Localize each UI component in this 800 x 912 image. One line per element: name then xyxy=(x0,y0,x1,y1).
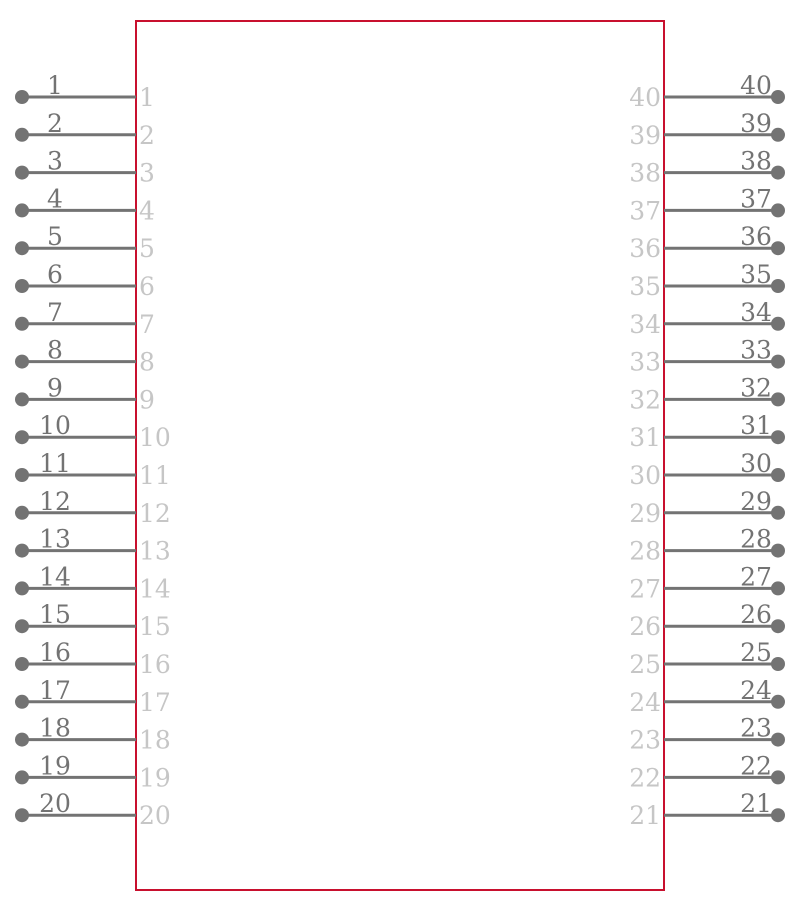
left-pin-12 xyxy=(15,487,171,528)
pin-number-label: 38 xyxy=(740,146,772,176)
pin-number-label: 39 xyxy=(740,108,772,138)
pin-name-label: 36 xyxy=(629,234,661,264)
pin-number-label: 5 xyxy=(47,222,63,252)
pin-number-label: 17 xyxy=(39,675,71,705)
pin-number-label: 20 xyxy=(39,789,71,819)
pin-endpoint-dot xyxy=(771,770,785,784)
pin-endpoint-dot xyxy=(771,657,785,671)
pin-name-label: 26 xyxy=(629,612,661,642)
pin-number-label: 16 xyxy=(39,638,71,667)
pin-name-label: 24 xyxy=(629,687,661,717)
pin-endpoint-dot xyxy=(771,355,785,369)
right-pin-27 xyxy=(629,562,785,603)
pin-endpoint-dot xyxy=(15,90,29,104)
pin-name-label: 34 xyxy=(629,309,661,339)
pin-endpoint-dot xyxy=(771,544,785,558)
pin-endpoint-dot xyxy=(15,279,29,293)
pin-number-label: 23 xyxy=(740,713,772,743)
pin-number-label: 4 xyxy=(47,184,63,214)
pin-name-label: 8 xyxy=(139,347,155,377)
right-pin-35 xyxy=(629,260,785,301)
pin-number-label: 19 xyxy=(39,751,71,781)
pin-endpoint-dot xyxy=(771,733,785,747)
pin-endpoint-dot xyxy=(15,544,29,558)
left-pin-5 xyxy=(15,222,155,263)
pin-name-label: 2 xyxy=(139,120,155,150)
pin-endpoint-dot xyxy=(771,128,785,142)
pin-name-label: 7 xyxy=(139,309,155,339)
pin-endpoint-dot xyxy=(771,506,785,520)
pin-number-label: 11 xyxy=(39,449,71,478)
pin-number-label: 9 xyxy=(47,373,63,403)
pin-number-label: 34 xyxy=(740,297,772,327)
left-pin-20 xyxy=(15,789,171,830)
pin-number-label: 30 xyxy=(740,449,772,478)
right-pin-39 xyxy=(629,109,785,150)
left-pin-10 xyxy=(15,411,171,452)
pin-endpoint-dot xyxy=(771,430,785,444)
right-pin-21 xyxy=(629,789,785,830)
pin-endpoint-dot xyxy=(771,581,785,595)
pin-number-label: 31 xyxy=(740,411,772,441)
pin-number-label: 27 xyxy=(740,562,772,592)
left-pin-13 xyxy=(15,525,171,566)
pin-endpoint-dot xyxy=(771,203,785,217)
pin-name-label: 9 xyxy=(139,385,155,415)
pin-name-label: 11 xyxy=(139,461,171,490)
pin-number-label: 7 xyxy=(47,297,63,327)
pin-endpoint-dot xyxy=(15,128,29,142)
pin-name-label: 15 xyxy=(139,612,171,642)
pin-endpoint-dot xyxy=(15,355,29,369)
pin-name-label: 22 xyxy=(629,763,661,793)
right-pin-37 xyxy=(629,184,785,225)
pin-endpoint-dot xyxy=(15,506,29,520)
pin-endpoint-dot xyxy=(15,166,29,180)
left-pin-17 xyxy=(15,676,171,717)
component-body-outline xyxy=(136,21,664,890)
right-pin-31 xyxy=(629,411,785,452)
pin-number-label: 3 xyxy=(47,146,63,176)
pin-number-label: 29 xyxy=(740,486,772,516)
left-pin-8 xyxy=(15,336,155,377)
pin-number-label: 14 xyxy=(39,562,71,592)
pin-number-label: 33 xyxy=(740,335,772,365)
pin-number-label: 25 xyxy=(740,638,772,667)
pin-name-label: 13 xyxy=(139,536,171,566)
pin-endpoint-dot xyxy=(771,317,785,331)
pin-endpoint-dot xyxy=(771,241,785,255)
pin-name-label: 28 xyxy=(629,536,661,566)
left-pin-19 xyxy=(15,751,171,792)
pin-name-label: 33 xyxy=(629,347,661,377)
pin-name-label: 1 xyxy=(139,83,155,112)
pin-number-label: 35 xyxy=(740,260,772,289)
pin-number-label: 15 xyxy=(39,600,71,630)
pin-number-label: 22 xyxy=(740,751,772,781)
left-pin-2 xyxy=(15,109,155,150)
left-pin-1 xyxy=(15,71,155,112)
right-pin-24 xyxy=(629,676,785,717)
pin-number-label: 8 xyxy=(47,335,63,365)
left-pin-6 xyxy=(15,260,155,301)
pin-number-label: 37 xyxy=(740,184,772,214)
pin-name-label: 31 xyxy=(629,423,661,453)
right-pin-33 xyxy=(629,336,785,377)
left-pin-14 xyxy=(15,562,171,603)
pin-name-label: 5 xyxy=(139,234,155,264)
left-pin-7 xyxy=(15,298,155,339)
pin-number-label: 10 xyxy=(39,411,71,441)
pin-endpoint-dot xyxy=(15,733,29,747)
pin-name-label: 3 xyxy=(139,158,155,188)
pin-name-label: 16 xyxy=(139,650,171,679)
pin-endpoint-dot xyxy=(771,392,785,406)
pin-endpoint-dot xyxy=(15,657,29,671)
pin-number-label: 2 xyxy=(47,108,63,138)
pin-name-label: 12 xyxy=(139,498,171,528)
pin-endpoint-dot xyxy=(771,619,785,633)
pin-name-label: 6 xyxy=(139,272,155,301)
pin-name-label: 37 xyxy=(629,196,661,226)
pin-number-label: 24 xyxy=(740,675,772,705)
pin-name-label: 23 xyxy=(629,725,661,755)
pin-endpoint-dot xyxy=(771,808,785,822)
pin-name-label: 10 xyxy=(139,423,171,453)
pin-number-label: 32 xyxy=(740,373,772,403)
pin-endpoint-dot xyxy=(771,166,785,180)
pin-endpoint-dot xyxy=(15,619,29,633)
left-pin-18 xyxy=(15,714,171,755)
pin-name-label: 20 xyxy=(139,801,171,831)
pin-endpoint-dot xyxy=(15,468,29,482)
pin-endpoint-dot xyxy=(15,808,29,822)
pin-name-label: 18 xyxy=(139,725,171,755)
pin-number-label: 21 xyxy=(740,789,772,819)
pin-endpoint-dot xyxy=(771,695,785,709)
pin-number-label: 12 xyxy=(39,486,71,516)
pin-name-label: 17 xyxy=(139,687,171,717)
right-pin-30 xyxy=(629,449,785,490)
right-pin-26 xyxy=(629,600,785,641)
pin-name-label: 19 xyxy=(139,763,171,793)
right-pin-23 xyxy=(629,714,785,755)
pin-endpoint-dot xyxy=(15,203,29,217)
right-pin-32 xyxy=(629,373,785,414)
pin-name-label: 27 xyxy=(629,574,661,604)
pin-number-label: 18 xyxy=(39,713,71,743)
pin-name-label: 30 xyxy=(629,461,661,490)
pin-name-label: 39 xyxy=(629,120,661,150)
left-pin-11 xyxy=(15,449,171,490)
left-pin-16 xyxy=(15,638,171,679)
pin-endpoint-dot xyxy=(15,317,29,331)
right-pin-36 xyxy=(629,222,785,263)
pin-name-label: 25 xyxy=(629,650,661,679)
pin-number-label: 40 xyxy=(740,71,772,100)
pin-name-label: 38 xyxy=(629,158,661,188)
pin-endpoint-dot xyxy=(15,581,29,595)
right-pin-28 xyxy=(629,525,785,566)
left-pin-3 xyxy=(15,147,155,188)
pin-number-label: 26 xyxy=(740,600,772,630)
pin-endpoint-dot xyxy=(771,90,785,104)
pin-number-label: 28 xyxy=(740,524,772,554)
pin-number-label: 13 xyxy=(39,524,71,554)
pin-endpoint-dot xyxy=(771,279,785,293)
left-pin-group xyxy=(15,71,171,830)
pin-name-label: 21 xyxy=(629,801,661,831)
pin-name-label: 35 xyxy=(629,272,661,301)
left-pin-4 xyxy=(15,184,155,225)
left-pin-15 xyxy=(15,600,171,641)
right-pin-40 xyxy=(629,71,785,112)
pin-endpoint-dot xyxy=(771,468,785,482)
pin-name-label: 29 xyxy=(629,498,661,528)
left-pin-9 xyxy=(15,373,155,414)
pin-endpoint-dot xyxy=(15,392,29,406)
pin-number-label: 6 xyxy=(47,260,63,289)
pin-endpoint-dot xyxy=(15,770,29,784)
pin-name-label: 32 xyxy=(629,385,661,415)
pin-endpoint-dot xyxy=(15,241,29,255)
pin-name-label: 14 xyxy=(139,574,171,604)
right-pin-25 xyxy=(629,638,785,679)
right-pin-group xyxy=(629,71,785,830)
right-pin-34 xyxy=(629,298,785,339)
pin-number-label: 36 xyxy=(740,222,772,252)
right-pin-22 xyxy=(629,751,785,792)
pin-name-label: 4 xyxy=(139,196,155,226)
pin-number-label: 1 xyxy=(47,71,63,100)
right-pin-29 xyxy=(629,487,785,528)
pin-endpoint-dot xyxy=(15,695,29,709)
pin-name-label: 40 xyxy=(629,83,661,112)
pin-endpoint-dot xyxy=(15,430,29,444)
right-pin-38 xyxy=(629,147,785,188)
